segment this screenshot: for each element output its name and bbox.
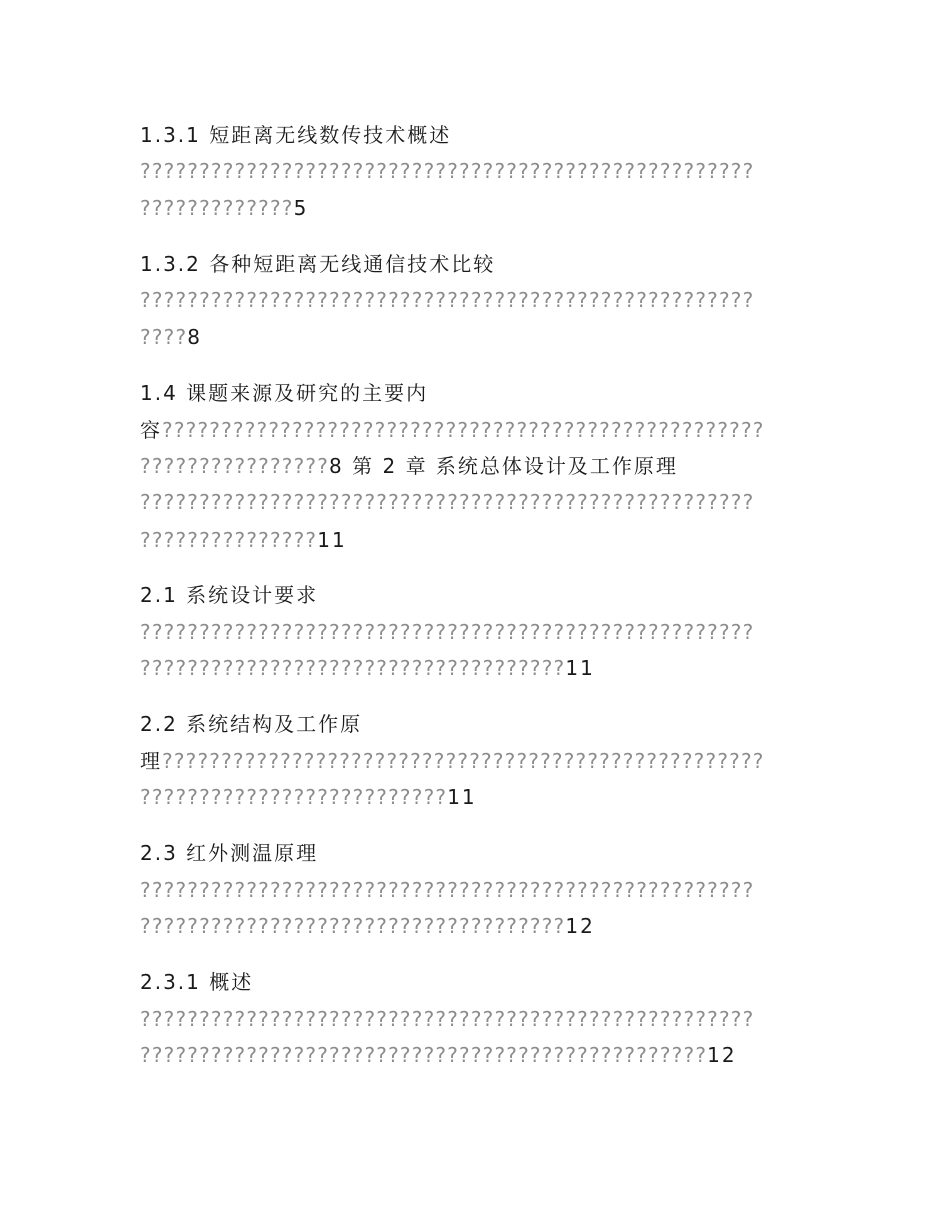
page-number: 11 bbox=[317, 528, 347, 552]
page-number: 12 bbox=[707, 1043, 737, 1067]
toc-leader-line bbox=[140, 619, 754, 645]
toc-leader-line bbox=[140, 489, 754, 515]
dot-leader: ???? bbox=[140, 325, 188, 349]
toc-leader-line bbox=[140, 195, 308, 221]
dot-leader: ?????????????????????????? bbox=[140, 785, 448, 809]
dot-leader: ????????????? bbox=[140, 196, 294, 220]
toc-leader-line bbox=[140, 1006, 754, 1032]
dot-leader: ??????????????? bbox=[140, 528, 318, 552]
heading-text: 容 bbox=[140, 418, 162, 442]
dot-leader: ???????????????????????????????????????????????????? bbox=[140, 159, 755, 183]
dot-leader: ???????????????????????????????????????????????? bbox=[140, 1043, 708, 1067]
heading-text: 2.1 系统设计要求 bbox=[140, 583, 319, 607]
toc-leader-line bbox=[140, 1042, 737, 1068]
toc-heading-continued bbox=[140, 748, 765, 774]
page-number: 11 bbox=[447, 785, 477, 809]
toc-heading bbox=[140, 969, 253, 995]
heading-text: 理 bbox=[140, 749, 162, 773]
toc-leader-line bbox=[140, 324, 202, 350]
dot-leader: ???????????????? bbox=[140, 454, 330, 478]
heading-text: 2.3 红外测温原理 bbox=[140, 841, 319, 865]
dot-leader: ???????????????????????????????????????????????????? bbox=[140, 878, 755, 902]
dot-leader: ???????????????????????????????????? bbox=[140, 656, 566, 680]
dot-leader: ???????????????????????????????????? bbox=[140, 914, 566, 938]
toc-heading bbox=[140, 582, 318, 608]
toc-heading bbox=[140, 380, 428, 406]
toc-leader-line bbox=[140, 158, 754, 184]
dot-leader: ???????????????????????????????????????????????????? bbox=[140, 1007, 755, 1031]
toc-leader-line bbox=[140, 527, 347, 553]
heading-text: 2.2 系统结构及工作原 bbox=[140, 712, 363, 736]
dot-leader: ???????????????????????????????????????????????????? bbox=[140, 490, 755, 514]
toc-heading-continued bbox=[140, 417, 765, 443]
toc-leader-line bbox=[140, 913, 595, 939]
chapter-heading: 第 2 章 系统总体设计及工作原理 bbox=[343, 454, 678, 478]
toc-leader-line bbox=[140, 287, 754, 313]
dot-leader: ???????????????????????????????????????????????????? bbox=[140, 620, 755, 644]
heading-text: 2.3.1 概述 bbox=[140, 970, 254, 994]
page-number: 8 bbox=[187, 325, 202, 349]
dot-leader: ???????????????????????????????????????????????????? bbox=[140, 288, 755, 312]
toc-heading bbox=[140, 251, 495, 277]
page-number: 11 bbox=[565, 656, 595, 680]
heading-text: 1.3.2 各种短距离无线通信技术比较 bbox=[140, 252, 496, 276]
page-number: 12 bbox=[565, 914, 595, 938]
toc-leader-line bbox=[140, 453, 678, 479]
toc-leader-line bbox=[140, 655, 595, 681]
toc-heading bbox=[140, 711, 362, 737]
toc-heading bbox=[140, 122, 451, 148]
dot-leader: ??????????????????????????????????????????????????? bbox=[162, 418, 765, 442]
dot-leader: ??????????????????????????????????????????????????? bbox=[162, 749, 765, 773]
toc-leader-line bbox=[140, 784, 477, 810]
page-number: 5 bbox=[293, 196, 309, 220]
toc-heading bbox=[140, 840, 318, 866]
heading-text: 1.3.1 短距离无线数传技术概述 bbox=[140, 123, 452, 147]
toc-leader-line bbox=[140, 877, 754, 903]
page-number: 8 bbox=[329, 454, 344, 478]
heading-text: 1.4 课题来源及研究的主要内 bbox=[140, 381, 429, 405]
